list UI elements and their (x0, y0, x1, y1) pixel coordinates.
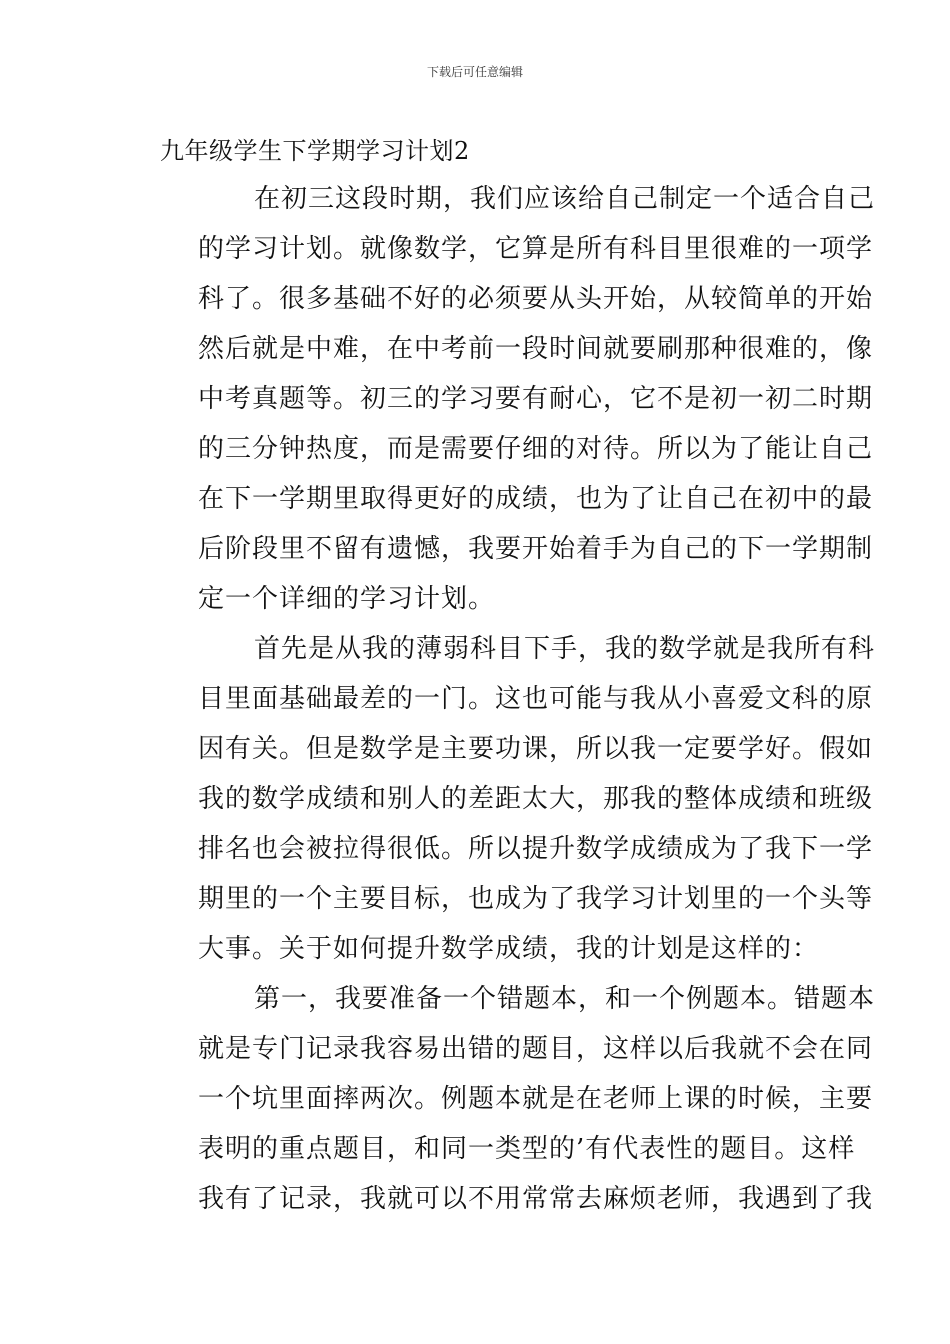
paragraph-line: 后阶段里不留有遗憾，我要开始着手为自己的下一学期制 (198, 534, 874, 564)
paragraph-line: 期里的一个主要目标，也成为了我学习计划里的一个头等 (198, 884, 874, 914)
paragraph-line: 我有了记录，我就可以不用常常去麻烦老师，我遇到了我 (198, 1184, 874, 1214)
header-note: 下载后可任意编辑 (426, 65, 523, 79)
paragraph-line: 表明的重点题目，和同一类型的’有代表性的题目。这样 (198, 1134, 856, 1164)
paragraph-1 (146, 174, 876, 624)
paragraph-2 (146, 624, 876, 974)
paragraph-3 (146, 974, 876, 1224)
paragraph-line: 大事。关于如何提升数学成绩，我的计划是这样的： (198, 934, 820, 964)
document-body (146, 128, 876, 1224)
paragraph-line: 的学习计划。就像数学，它算是所有科目里很难的一项学 (198, 234, 874, 264)
paragraph-line: 在初三这段时期，我们应该给自己制定一个适合自己 (254, 184, 876, 214)
paragraph-line: 第一，我要准备一个错题本，和一个例题本。错题本 (254, 984, 876, 1014)
paragraph-line: 定一个详细的学习计划。 (198, 584, 496, 614)
paragraph-line: 的三分钟热度，而是需要仔细的对待。所以为了能让自己 (198, 434, 874, 464)
paragraph-line: 一个坑里面摔两次。例题本就是在老师上课的时候，主要 (198, 1084, 874, 1114)
paragraph-line: 我的数学成绩和别人的差距太大，那我的整体成绩和班级 (198, 784, 874, 814)
paragraph-line: 科了。很多基础不好的必须要从头开始，从较简单的开始 (198, 284, 874, 314)
paragraph-line: 中考真题等。初三的学习要有耐心，它不是初一初二时期 (198, 384, 874, 414)
paragraph-line: 然后就是中难，在中考前一段时间就要刷那种很难的，像 (198, 334, 874, 364)
document-title: 九年级学生下学期学习计划2 (160, 137, 470, 165)
paragraph-line: 在下一学期里取得更好的成绩，也为了让自己在初中的最 (198, 484, 874, 514)
paragraph-line: 就是专门记录我容易出错的题目，这样以后我就不会在同 (198, 1034, 874, 1064)
paragraph-line: 首先是从我的薄弱科目下手，我的数学就是我所有科 (254, 634, 876, 664)
paragraph-line: 因有关。但是数学是主要功课，所以我一定要学好。假如 (198, 734, 874, 764)
paragraph-line: 排名也会被拉得很低。所以提升数学成绩成为了我下一学 (198, 834, 874, 864)
paragraph-line: 目里面基础最差的一门。这也可能与我从小喜爱文科的原 (198, 684, 874, 714)
